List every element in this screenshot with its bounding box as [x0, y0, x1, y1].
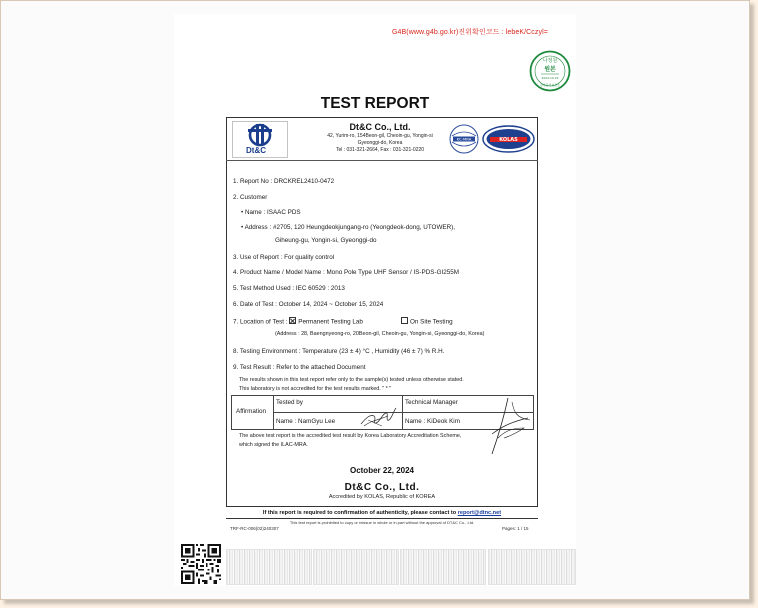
footer-company: Dt&C Co., Ltd. — [344, 482, 420, 493]
kolas-icon — [482, 125, 535, 153]
tester-signature — [358, 404, 398, 430]
qr-code-icon — [181, 544, 221, 584]
customer-address-2: Giheung-gu, Yongin-si, Gyeonggi-do — [275, 237, 377, 244]
results-note: The results shown in this test report refer only to the sample(s) tested unless otherwise stated. — [239, 377, 464, 383]
accreditation-note: This laboratory is not accredited for the test results marked. " * " — [239, 386, 392, 392]
manager-name: Name : KiDeok Kim — [405, 418, 460, 425]
accredited-note-2: which signed the ILAC-MRA. — [239, 442, 308, 448]
report-title: TEST REPORT — [320, 95, 430, 112]
tested-by-label: Tested by — [276, 399, 303, 406]
permanent-lab-option: Permanent Testing Lab — [298, 318, 363, 326]
svg-text:전자문서보관소: 전자문서보관소 — [539, 83, 561, 87]
security-barcode — [488, 549, 576, 585]
location-label: 7. Location of Test : — [233, 318, 288, 326]
company-address-line-2: Gyeonggi-do, Korea — [357, 140, 403, 146]
test-method: 5. Test Method Used : IEC 60529 : 2013 — [233, 285, 345, 292]
company-address — [310, 133, 450, 154]
kolas-label: KOLAS — [499, 137, 518, 144]
use-of-report: 3. Use of Report : For quality control — [233, 254, 335, 261]
customer-name: • Name : ISAAC PDS — [241, 209, 301, 216]
unchecked-checkbox-icon — [401, 317, 408, 324]
confirmation-line — [226, 510, 538, 516]
company-name: Dt&C Co., Ltd. — [349, 122, 411, 132]
form-code: TRF-RC-006(02)240307 — [230, 526, 279, 531]
svg-text:원본: 원본 — [544, 66, 556, 73]
kc-mra-label: KC-MRA — [456, 136, 472, 142]
test-result: 9. Test Result : Refer to the attached Document — [233, 364, 366, 371]
testing-environment: 8. Testing Environment : Temperature (23 ± 4) °C , Humidity (46 ± 7) % R.H. — [233, 348, 445, 355]
page-counter: Pages: 1 / 15 — [502, 526, 529, 531]
report-number: 1. Report No : DRCKREL2410-0472 — [233, 178, 335, 185]
g4b-verification-code: G4B(www.g4b.go.kr)진위확인코드 : lebeK/Cczyl= — [392, 29, 548, 36]
footer-rule — [226, 518, 538, 519]
security-barcode — [400, 549, 486, 585]
affirmation-label: Affirmation — [236, 408, 266, 415]
company-address-line-1: 42, Yurim-ro, 154Beon-gil, Cheoin-gu, Yongin-si — [327, 133, 433, 139]
customer-heading: 2. Customer — [233, 194, 268, 201]
kc-mra-icon — [449, 124, 479, 154]
tester-name: Name : NamGyu Lee — [276, 418, 336, 425]
security-barcode — [226, 549, 312, 585]
location-of-test — [233, 317, 363, 326]
accredited-note-1: The above test report is the accredited test result by Korea Laboratory Accreditation Scheme, — [239, 433, 462, 439]
issue-date: October 22, 2024 — [349, 466, 415, 475]
product-name: 4. Product Name / Model Name : Mono Pole Type UHF Sensor / IS-PDS-GI255M — [233, 269, 459, 276]
certification-seal — [529, 50, 571, 92]
customer-address-1: • Address : #2705, 120 Heungdeokjungang-ro (Yeongdeok-dong, UTOWER), — [241, 224, 455, 231]
contact-email-link[interactable]: report@dtnc.net — [457, 510, 502, 516]
manager-signature — [484, 394, 532, 458]
header-divider — [226, 160, 538, 161]
checked-checkbox-icon — [289, 317, 296, 324]
on-site-option — [401, 317, 453, 326]
lab-address: (Address : 28, Baengnyeong-ro, 20Beon-gil, Cheoin-gu, Yongin-si, Gyeonggi-do, Korea) — [275, 331, 485, 337]
company-contact: Tel : 031-321-2664, Fax : 031-321-0220 — [335, 147, 425, 153]
svg-text:나정원: 나정원 — [542, 58, 558, 64]
prohibition-notice: This test report is prohibited to copy or reissue in whole or in part without the approval of DT&C Co., Ltd. — [289, 520, 475, 525]
logo-text: Dt&C — [246, 146, 266, 155]
date-of-test: 6. Date of Test : October 14, 2024 ~ October 15, 2024 — [233, 301, 384, 308]
svg-text:2024.10.22: 2024.10.22 — [541, 76, 559, 80]
security-barcode — [313, 549, 399, 585]
confirmation-text: If this report is required to confirmation of authenticity, please contact to — [262, 510, 457, 516]
footer-accredited: Accredited by KOLAS, Republic of KOREA — [328, 494, 436, 500]
technical-manager-label: Technical Manager — [405, 399, 458, 406]
on-site-label: On Site Testing — [410, 318, 453, 326]
